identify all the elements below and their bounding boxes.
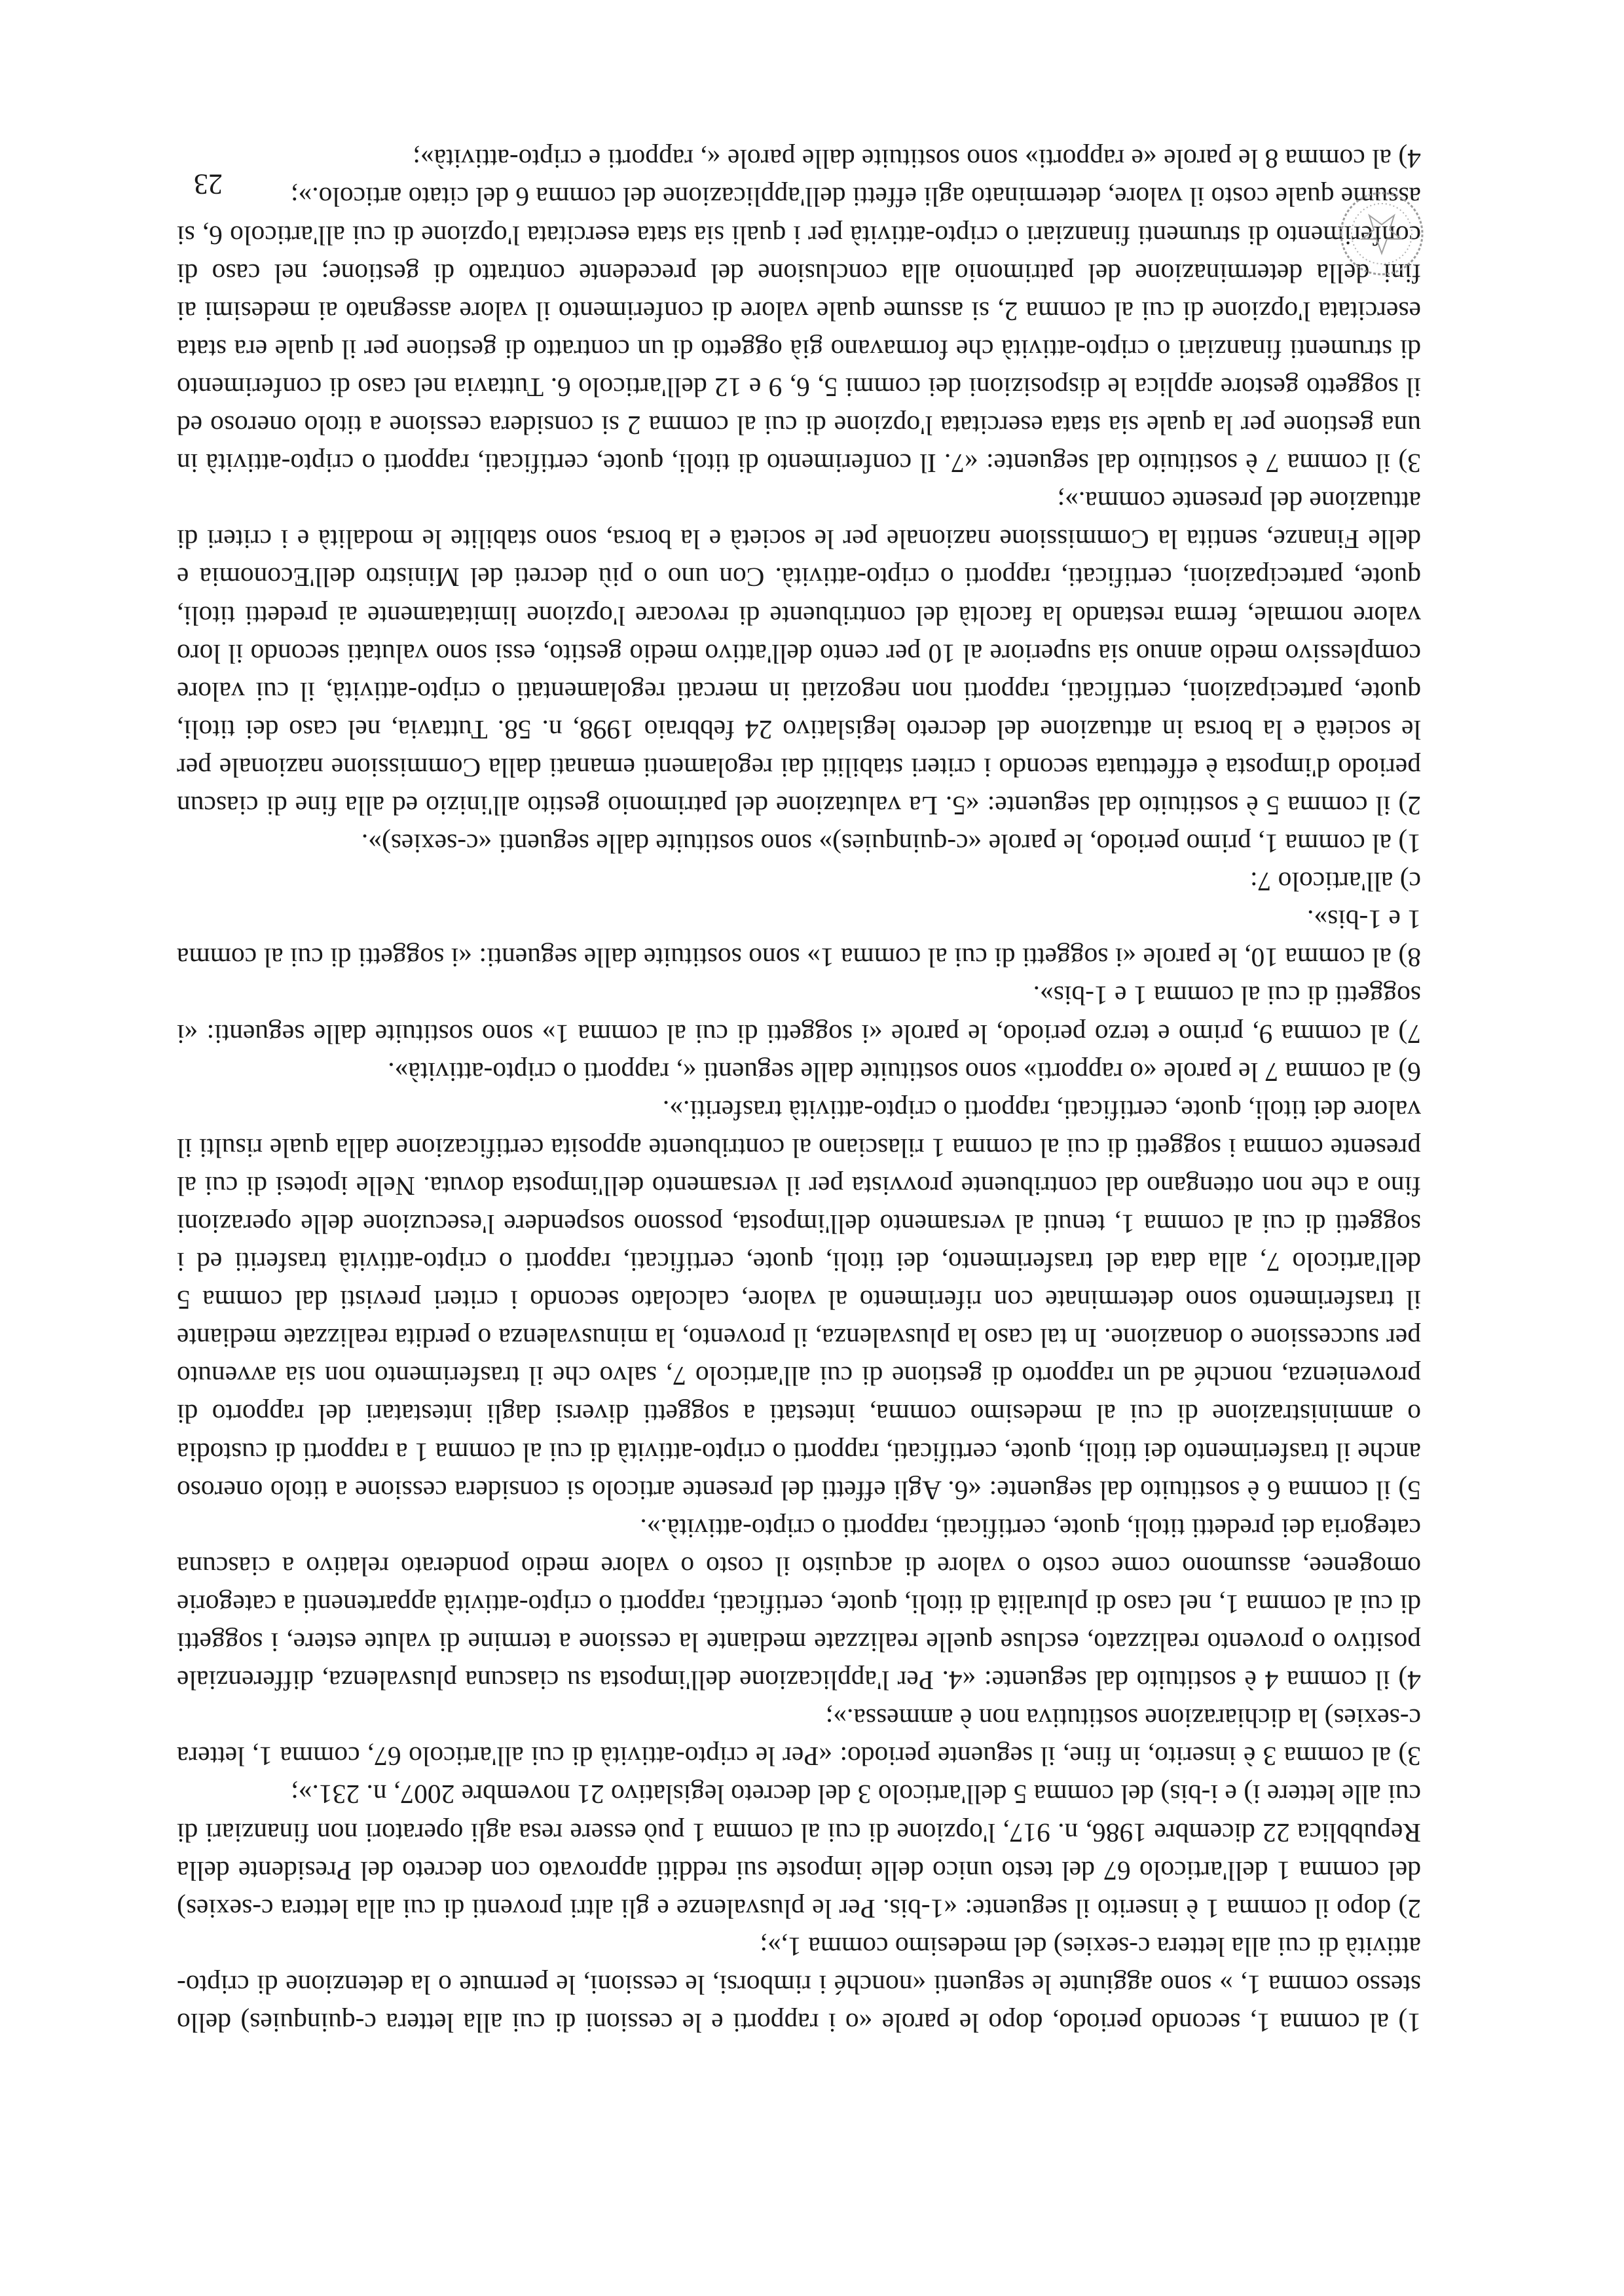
paragraph-amendment-5: 5) il comma 6 è sostituito dal seguente: «6. Agli effetti del presente articolo si considera cessione a titolo oneroso anche il trasferimento dei titoli, quote, certificati, rapporti o cripto-attività di cui al comma 1 a rapporti di custodia o amministrazione di cui al medesimo comma, intestati a soggetti diversi dagli intestatari del rapporto di provenienza, nonché ad un rapporto di gestione di cui all'articolo 7, salvo che il trasferimento non sia avvenuto per successione o donazione. In tal caso la plusvalenza, il provento, la minusvalenza o perdita realizzate mediante il trasferimento sono determinate con riferimento al valore, calcolato secondo i criteri previsti dal comma 5 dell'articolo 7, alla data del trasferimento, dei titoli, quote, certificati, rapporti o cripto-attività trasferiti ed i soggetti di cui al comma 1, tenuti al versamento dell'imposta, possono sospendere l'esecuzione delle operazioni fino a che non ottengano dal contribuente provvista per il versamento dell'imposta dovuta. Nelle ipotesi di cui al presente comma i soggetti di cui al comma 1 rilasciano al contribuente apposita certificazione dalla quale risulti il valore dei titoli, quote, certificati, rapporti o cripto-attività trasferiti.». — [177, 1095, 1421, 1506]
paragraph-amendment-2: 2) dopo il comma 1 è inserito il seguente: «1-bis. Per le plusvalenze e gli altri proventi di cui alla lettera c-sexies) del comma 1 dell'articolo 67 del testo unico delle imposte sui redditi approvato con decreto del Presidente della Repubblica 22 dicembre 1986, n. 917, l'opzione di cui al comma 1 può essere resa agli operatori non finanziari di cui alle lettere i) e i-bis) del comma 5 dell'articolo 3 del decreto legislativo 21 novembre 2007, n. 231.»; — [177, 1779, 1421, 1924]
paragraph-amendment-1: 1) al comma 1, secondo periodo, dopo le parole «o i rapporti e le cessioni di cui alla lettera c-quinquies) dello stesso comma 1, » sono aggiunte le seguenti «nonché i rimborsi, le cessioni, le permute o la detenzione di cripto-attività di cui alla lettera c-sexies) del medesimo comma 1,»; — [177, 1931, 1421, 2038]
paragraph-amendment-3: 3) al comma 3 è inserito, in fine, il seguente periodo: «Per le cripto-attività di cui all'articolo 67, comma 1, lettera c-sexies) la dichiarazione sostitutiva non è ammessa.»; — [177, 1704, 1421, 1772]
page-number: 23 — [194, 168, 223, 200]
section-heading-article-7: c) all'articolo 7: — [1250, 867, 1421, 898]
paragraph-article7-4: 4) al comma 8 le parole «e rapporti» sono sostituite dalle parole «, rapporti e cripto-attività»; — [413, 144, 1421, 175]
paragraph-article7-3: 3) il comma 7 è sostituito dal seguente: «7. Il conferimento di titoli, quote, certificati, rapporti o cripto-attività in una gestione per la quale sia stata esercitata l'opzione di cui al comma 2 si considera cessione a titolo oneroso ed il soggetto gestore applica le disposizioni dei commi 5, 6, 9 e 12 dell'articolo 6. Tuttavia nel caso di conferimento di strumenti finanziari o cripto-attività che formavano già oggetto di un contratto di gestione per il quale era stata esercitata l'opzione di cui al comma 2, si assume quale valore di conferimento il valore assegnato ai medesimi ai fini della determinazione del patrimonio alla conclusione del precedente contratto di gestione; nel caso di conferimento di strumenti finanziari o cripto-attività per i quali sia stata esercitata l'opzione di cui all'articolo 6, si assume quale costo il valore, determinato agli effetti dell'applicazione del comma 6 del citato articolo.»; — [177, 182, 1421, 479]
body-text — [177, 140, 1421, 2042]
seal-stamp-icon — [1336, 188, 1428, 280]
paragraph-article7-1: 1) al comma 1, primo periodo, le parole «c-quinquies)» sono sostituite dalle seguenti «c-sexies)». — [361, 829, 1421, 860]
paragraph-amendment-8: 8) al comma 10, le parole «i soggetti di cui al comma 1» sono sostituite dalle seguenti: «i soggetti di cui al comma 1 e 1-bis». — [177, 905, 1421, 974]
paragraph-amendment-4: 4) il comma 4 è sostituito dal seguente: «4. Per l'applicazione dell'imposta su ciascuna plusvalenza, differenziale positivo o provento realizzato, escluse quelle realizzate mediante la cessione a termine di valute estere, i soggetti di cui al comma 1, nel caso di pluralità di titoli, quote, certificati, rapporti o cripto-attività appartenenti a categorie omogenee, assumono come costo o valore di acquisto il costo o valore medio ponderato relativo a ciascuna categoria dei predetti titoli, quote, certificati, rapporti o cripto-attività.». — [177, 1513, 1421, 1696]
paragraph-article7-2: 2) il comma 5 è sostituito dal seguente: «5. La valutazione del patrimonio gestito all'inizio ed alla fine di ciascun periodo d'imposta è effettuata secondo i criteri stabiliti dai regolamenti emanati dalla Commissione nazionale per le società e la borsa in attuazione del decreto legislativo 24 febbraio 1998, n. 58. Tuttavia, nel caso dei titoli, quote, partecipazioni, certificati, rapporti non negoziati in mercati regolamentati o cripto-attività, il cui valore complessivo medio annuo sia superiore al 10 per cento dell'attivo medio gestito, essi sono valutati secondo il loro valore normale, ferma restando la facoltà del contribuente di revocare l'opzione limitatamente ai predetti titoli, quote, partecipazioni, certificati, rapporti o cripto-attività. Con uno o più decreti del Ministro dell'Economia e delle Finanze, sentita la Commissione nazionale per le società e la borsa, sono stabilite le modalità e i criteri di attuazione del presente comma.»; — [177, 486, 1421, 821]
paragraph-amendment-6: 6) al comma 7 le parole «o rapporti» sono sostituite dalle seguenti «, rapporti o cripto-attività». — [388, 1057, 1421, 1087]
paragraph-amendment-7: 7) al comma 9, primo e terzo periodo, le parole «i soggetti di cui al comma 1» sono sostituite dalle seguenti: «i soggetti di cui al comma 1 e 1-bis». — [177, 981, 1421, 1049]
